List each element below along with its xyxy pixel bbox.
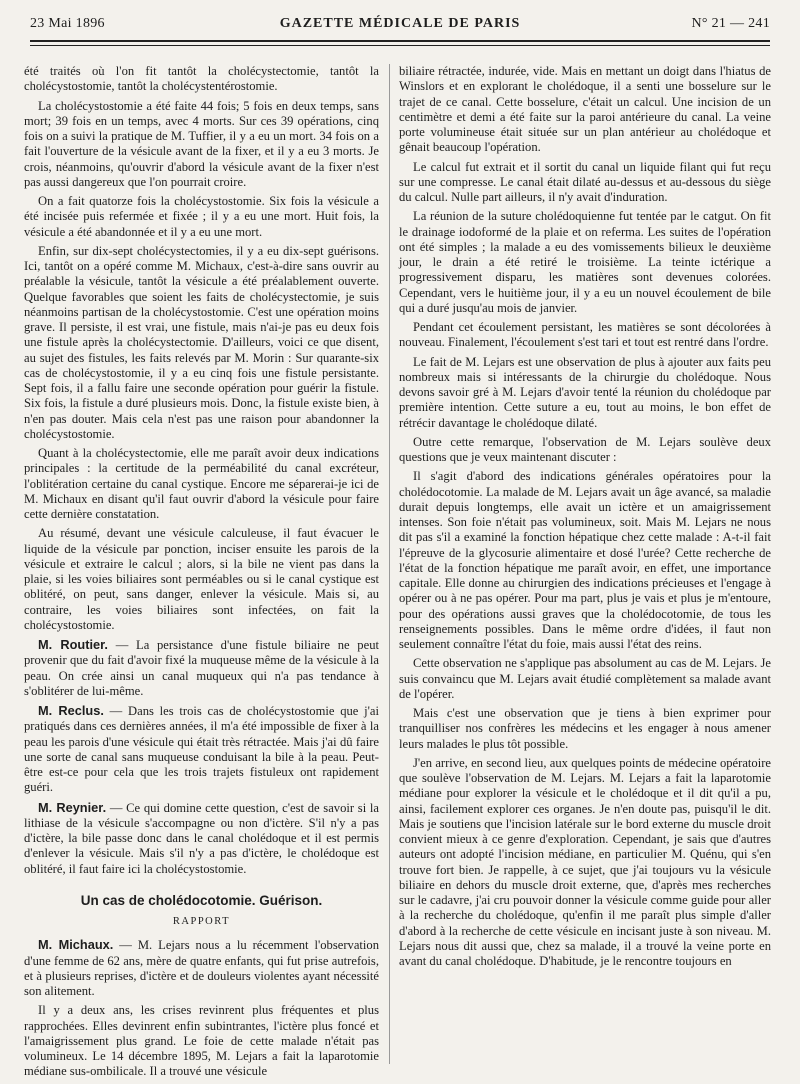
paragraph: Le fait de M. Lejars est une observation de plus à ajouter aux faits peu nombreux mais si intéressants de la chirurgie du cholédoque. Nous devons savoir gré à M. Lejars d'avoir tenté la réunion du cholédoque par première intention. Cette suture a eu, tout au moins, le bon effet de rétrécir davantage le cholédoque dilaté. [399, 354, 771, 430]
speaker-text: — Ce qui domine cette question, c'est de savoir si la lithiase de la vésicule s'accompagne ou non d'ictère. S'il n'y a pas d'ictère, la bile passe donc dans le canal cholédoque et il est permis d'enlever la vésicule. Mais s'il n'y a pas d'ictère, le cholédoque est oblitéré, il faut faire ici la cholécystostomie. [24, 800, 379, 876]
speaker-name: M. Routier. [38, 637, 108, 652]
page-number: N° 21 — 241 [691, 16, 770, 31]
speaker-name: M. Michaux. [38, 937, 114, 953]
right-column [399, 64, 771, 973]
section-heading: Un cas de cholédocotomie. Guérison. [80, 892, 323, 908]
paragraph: On a fait quatorze fois la cholécystostomie. Six fois la vésicule a été incisée puis refermée et fixée ; il y a eu une mort. Huit fois, la vésicule a été abandonnée et il y a eu une mort. [24, 194, 379, 239]
header-rule-thick [30, 40, 770, 42]
speaker-name: M. Reynier. [38, 799, 107, 815]
speaker-paragraph-reynier [24, 800, 379, 877]
paragraph: J'en arrive, en second lieu, aux quelques points de médecine opératoire que soulève l'observation de M. Lejars. M. Lejars a fait la laparotomie médiane pour explorer la vésicule et le cholédoque et il dit qu'il a pu, ainsi, facilement explorer ces organes. Je n'en doute pas, puisqu'il le dit. Mais je soutiens que l'incision latérale sur le bord externe du muscle droit convient mieux à ce genre d'exploration. Cependant, je sais que d'autres auteurs ont adopté l'incision médiane, en particulier M. Quénu, qui s'en trouve fort bien. Je rappelle, à ce sujet, que j'ai toujours vu la vésicule biliaire en dehors du muscle droit externe, que, d'après mes recherches sur le cadavre, j'ai cru pouvoir donner la vésicule comme guide pour aller à la recherche du cholédoque, qu'enfin il me paraît plus simple d'aller d'abord à la recherche de cette vésicule en incisant juste à son niveau. M. Lejars nous dit aussi que, chez sa malade, il a trouvé la veine porte en avant du canal cholédoque. D'habitude, je le rencontre toujours en [399, 755, 771, 968]
rapport-label: RAPPORT [172, 916, 231, 927]
speaker-text: — La persistance d'une fistule biliaire ne peut provenir que du fait d'avoir fixé la muqueuse même de la vésicule à la peau. On crée ainsi un canal muqueux qui n'a pas tendance à s'oblitérer de lui-même. [24, 638, 379, 698]
speaker-text: — M. Lejars nous a lu récemment l'observation d'une femme de 62 ans, mère de quatre enfants, qui fut prise autrefois, et à plusieurs reprises, d'ictère et de douleurs violentes ayant nécessité son alitement. [24, 938, 379, 998]
paragraph: Pendant cet écoulement persistant, les matières se sont décolorées à nouveau. Finalement, l'écoulement s'est tari et tout est rentré dans l'ordre. [399, 320, 771, 350]
paragraph: Enfin, sur dix-sept cholécystectomies, il y a eu dix-sept guérisons. Ici, tantôt on a opéré comme M. Michaux, c'est-à-dire sans ouvrir au préalable la vésicule, tantôt la vésicule a été préalablement ouverte. Quelque favorables que soient les faits de cholécystectomie, je suis néanmoins partisan de la cholécystostomie. C'est une opération moins grave. Il persiste, il est vrai, une fistule, mais n'ai-je pas eu deux fois une fistule après la cholécystectomie. D'ailleurs, voici ce que disent, au sujet des fistules, les faits relevés par M. Morin : Sur quarante-six cas de cholécystostomie, il y a eu cinq fois une fistule persistante. Sept fois, il a fallu faire une seconde opération pour guérir la fistule. Six fois, la fistule a duré plusieurs mois. Donc, la fistule existe bien, à n'en pas douter. Mais cela n'est pas une raison pour abandonner la cholécystostomie. [24, 243, 379, 441]
paragraph: Quant à la cholécystectomie, elle me paraît avoir deux indications principales : la certitude de la perméabilité du canal excréteur, l'oblitération certaine du canal cystique. Encore me séparerai-je ici de M. Michaux en disant qu'il faut ouvrir d'abord la vésicule pour faire cette dernière constatation. [24, 446, 379, 521]
paragraph: Outre cette remarque, l'observation de M. Lejars soulève deux questions que je veux maintenant discuter : [399, 434, 771, 464]
paragraph: Mais c'est une observation que je tiens à bien exprimer pour tranquilliser nos confrères les médecins et les engager à nous amener leurs malades le plus tôt possible. [399, 706, 771, 751]
page-header [30, 12, 770, 36]
speaker-paragraph-routier [24, 637, 379, 699]
paragraph: Au résumé, devant une vésicule calculeuse, il faut évacuer le liquide de la vésicule par ponction, inciser ensuite les parois de la vésicule et extraire le calcul ; alors, si la bile ne vient pas dans la plaie, si les voies biliaires sont perméables ou si le canal cystique est oblitéré, on peut, sans danger, enlever la vésicule. Mais si, au contraire, les voies biliaires sont infectées, on fait la cholécystostomie. [24, 526, 379, 632]
journal-title: GAZETTE MÉDICALE DE PARIS [279, 16, 521, 31]
speaker-paragraph-michaux [24, 937, 379, 999]
paragraph: Il y a deux ans, les crises revinrent plus fréquentes et plus rapprochées. Elles devinrent enfin subintrantes, l'ictère plus foncé et l'amaigrissement plus grand. Le foie de cette malade n'était pas volumineux. Le 14 décembre 1895, M. Lejars a fait la laparotomie médiane sus-ombilicale. Il a trouvé une vésicule [24, 1003, 379, 1079]
header-rule-thin [30, 45, 770, 46]
paragraph: Cette observation ne s'applique pas absolument au cas de M. Lejars. Je suis convaincu que M. Lejars avait étudié complètement sa malade avant de l'opérer. [399, 656, 771, 701]
speaker-paragraph-reclus [24, 703, 379, 796]
paragraph: Il s'agit d'abord des indications générales opératoires pour la cholédocotomie. La malade de M. Lejars avait un âge avancé, sa maladie durait depuis longtemps, elle avait un ictère et un amaigrissement intenses. Son foie n'était pas volumineux, soit. Mais M. Lejars ne nous dit pas s'il a examiné la fonction hépatique chez cette malade : A-t-il fait l'épreuve de la glycosurie alimentaire et dosé l'urée? Cette recherche de l'état de la fonction hépatique me paraît avoir, en effet, une importance capitale. Elle donne au chirurgien des indications précieuses et l'engage à opérer ou à ne pas opérer. Pour ma part, plus je vais et plus je m'entoure, pour des opérations aussi graves que la cholédocotomie, de tous les renseignements possibles. Dans le même ordre d'idées, il faut non seulement connaître l'état du foie, mais aussi l'état des reins. [399, 469, 771, 651]
speaker-text: — Dans les trois cas de cholécystostomie que j'ai pratiqués dans ces dernières années, il m'a été impossible de fixer à la peau les parois d'une vésicule qui était très rétractée. Mais j'ai dû faire une sorte de canal sans muqueuse conduisant la bile à la peau. Peut-être est-ce pour cela que les trois trajets fistuleux ont rapidement guéri. [24, 704, 379, 795]
speaker-name: M. Reclus. [38, 703, 104, 718]
column-divider [389, 64, 390, 1064]
paragraph: été traités où l'on fit tantôt la cholécystectomie, tantôt la cholécystostomie, tantôt la cholécystentérostomie. [24, 64, 379, 94]
paragraph: La réunion de la suture cholédoquienne fut tentée par le catgut. On fit le drainage iodoformé de la plaie et on referma. Les suites de l'opération ont été simples ; la malade a eu des vomissements bilieux le deuxième jour, le drain a été retiré le troisième. La teinte ictérique a progressivement disparu, les matières sont devenues colorées. Cependant, vers le huitième jour, il y a eu un nouvel écoulement de bile qui a duré jusqu'au mois de janvier. [399, 209, 771, 315]
left-column [24, 64, 379, 1084]
paragraph: Le calcul fut extrait et il sortit du canal un liquide filant qui fut reçu sur une compresse. Le canal était dilaté au-dessus et au-dessous du siège du calcul. Nulle part ailleurs, il n'y avait d'induration. [399, 159, 771, 204]
paragraph: biliaire rétractée, indurée, vide. Mais en mettant un doigt dans l'hiatus de Winslors et en explorant le cholédoque, il a senti une bosselure sur le trajet de ce canal. Cette bosselure, c'était un calcul. Une incision de un centimètre et demi a été faite sur la paroi antérieure du canal. La veine porte volumineuse était située sur un plan antérieur au cholédoque et gênait beaucoup l'opération. [399, 64, 771, 155]
issue-date: 23 Mai 1896 [30, 16, 105, 31]
paragraph: La cholécystostomie a été faite 44 fois; 5 fois en deux temps, sans mort; 39 fois en un temps, avec 4 morts. Sur ces 39 opérations, cinq fois on a suivi la pratique de M. Tuffier, il y a eu un mort. 34 fois on a fait l'ouverture de la vésicule avant de la fixer, et il y a eu 3 morts. Je crois, néanmoins, qu'ouvrir d'abord la vésicule avant de la fixer n'est pas aussi dangereux que l'on pourrait croire. [24, 98, 379, 189]
